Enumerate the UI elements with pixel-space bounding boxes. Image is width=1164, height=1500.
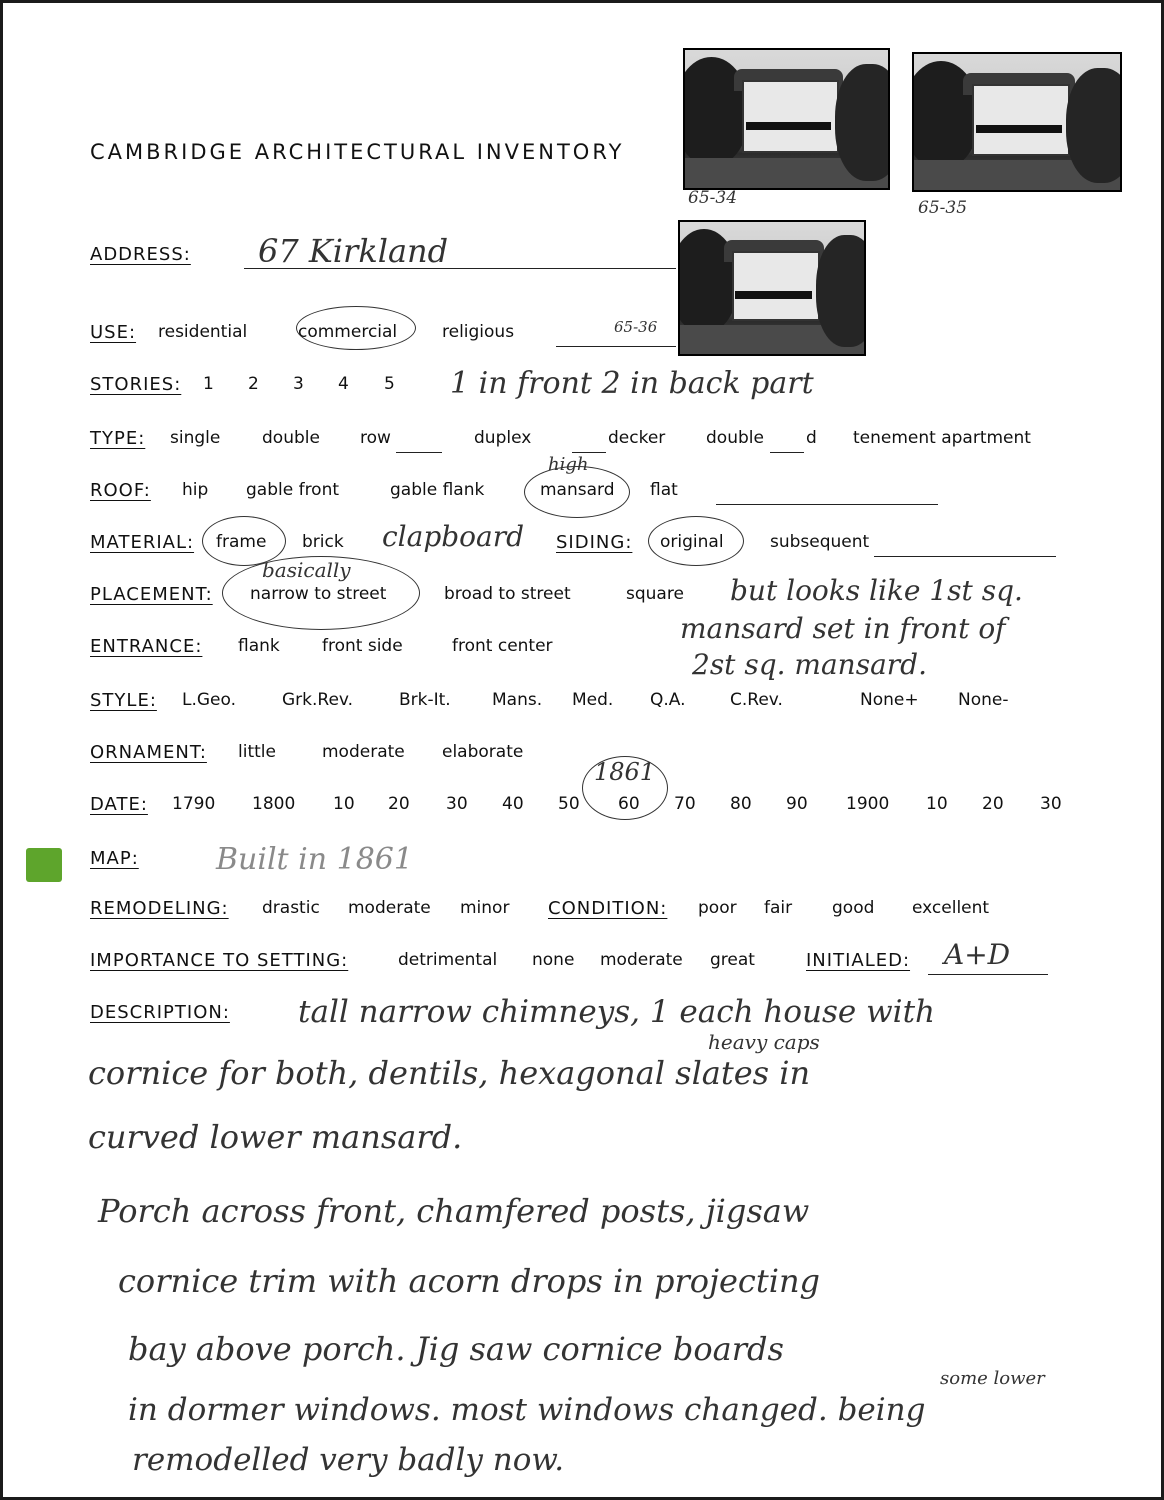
description-label: DESCRIPTION: — [90, 1002, 230, 1023]
description-line-2: cornice for both, dentils, hexagonal slates in — [88, 1054, 811, 1092]
description-line-7: in dormer windows. most windows changed. being — [128, 1392, 926, 1428]
style-grkrev: Grk.Rev. — [282, 690, 354, 710]
description-line-6: bay above porch. Jig saw cornice boards — [128, 1330, 784, 1368]
roof-label: ROOF: — [90, 480, 151, 501]
type-duplex: duplex — [474, 428, 532, 448]
remodeling-drastic: drastic — [262, 898, 320, 918]
style-lgeo: L.Geo. — [182, 690, 237, 710]
photo-caption-2: 65-35 — [918, 198, 968, 218]
material-note: clapboard — [382, 520, 525, 553]
description-insert-1: heavy caps — [708, 1030, 820, 1054]
material-brick: brick — [302, 532, 344, 552]
type-label: TYPE: — [90, 428, 146, 449]
roof-gable-flank: gable flank — [390, 480, 485, 500]
date-1900: 1900 — [846, 794, 890, 814]
condition-good: good — [832, 898, 875, 918]
roof-mansard: mansard — [540, 480, 615, 500]
use-commercial: commercial — [298, 322, 398, 342]
placement-side-1: but looks like 1st sq. — [730, 574, 1023, 607]
date-1800: 1800 — [252, 794, 296, 814]
style-crev: C.Rev. — [730, 690, 783, 710]
date-1930: 30 — [1040, 794, 1062, 814]
condition-poor: poor — [698, 898, 737, 918]
map-note: Built in 1861 — [216, 842, 413, 877]
material-frame: frame — [216, 532, 267, 552]
initialed-value: A+D — [944, 938, 1011, 971]
entrance-front-center: front center — [452, 636, 553, 656]
stories-5: 5 — [384, 374, 395, 394]
siding-subsequent: subsequent — [770, 532, 870, 552]
condition-label: CONDITION: — [548, 898, 668, 919]
date-1790: 1790 — [172, 794, 216, 814]
date-40: 40 — [502, 794, 524, 814]
type-double: double — [262, 428, 320, 448]
roof-flat: flat — [650, 480, 678, 500]
style-med: Med. — [572, 690, 614, 710]
entrance-front-side: front side — [322, 636, 403, 656]
placement-side-2: mansard set in front of — [680, 612, 1006, 645]
date-1920: 20 — [982, 794, 1004, 814]
stories-note: 1 in front 2 in back part — [450, 366, 814, 401]
placement-broad: broad to street — [444, 584, 571, 604]
use-label: USE: — [90, 322, 137, 343]
style-qa: Q.A. — [650, 690, 686, 710]
siding-original: original — [660, 532, 724, 552]
importance-great: great — [710, 950, 755, 970]
date-1910: 10 — [926, 794, 948, 814]
style-brkit: Brk-It. — [399, 690, 451, 710]
description-line-5: cornice trim with acorn drops in projecting — [118, 1262, 821, 1300]
condition-fair: fair — [764, 898, 793, 918]
photo-caption-3: 65-36 — [614, 318, 658, 336]
importance-moderate: moderate — [600, 950, 683, 970]
date-30: 30 — [446, 794, 468, 814]
stories-1: 1 — [203, 374, 214, 394]
date-90: 90 — [786, 794, 808, 814]
type-row: row — [360, 428, 391, 448]
importance-none: none — [532, 950, 575, 970]
map-label: MAP: — [90, 848, 139, 869]
roof-gable-front: gable front — [246, 480, 340, 500]
description-line-8: remodelled very badly now. — [132, 1442, 565, 1478]
house-photo-2 — [912, 52, 1122, 192]
entrance-flank: flank — [238, 636, 280, 656]
material-label: MATERIAL: — [90, 532, 195, 553]
ornament-little: little — [238, 742, 276, 762]
green-map-marker — [26, 848, 62, 882]
importance-detrimental: detrimental — [398, 950, 498, 970]
roof-note: high — [548, 454, 589, 475]
placement-square: square — [626, 584, 684, 604]
form-title: CAMBRIDGE ARCHITECTURAL INVENTORY — [90, 140, 625, 164]
description-insert-2: some lower — [940, 1368, 1045, 1389]
date-80: 80 — [730, 794, 752, 814]
type-d: d — [806, 428, 817, 448]
ornament-elaborate: elaborate — [442, 742, 524, 762]
importance-label: IMPORTANCE TO SETTING: — [90, 950, 349, 971]
style-label: STYLE: — [90, 690, 157, 711]
style-none-minus: None- — [958, 690, 1009, 710]
date-50: 50 — [558, 794, 580, 814]
use-religious: religious — [442, 322, 515, 342]
description-line-3: curved lower mansard. — [88, 1118, 463, 1156]
siding-label: SIDING: — [556, 532, 633, 553]
house-photo-3 — [678, 220, 866, 356]
house-photo-1 — [683, 48, 890, 190]
stories-label: STORIES: — [90, 374, 182, 395]
placement-note: basically — [262, 558, 351, 582]
date-20: 20 — [388, 794, 410, 814]
ornament-label: ORNAMENT: — [90, 742, 207, 763]
date-label: DATE: — [90, 794, 148, 815]
date-note: 1861 — [594, 758, 656, 786]
date-10: 10 — [333, 794, 355, 814]
stories-2: 2 — [248, 374, 259, 394]
remodeling-label: REMODELING: — [90, 898, 229, 919]
type-tenement-apartment: tenement apartment — [853, 428, 1031, 448]
placement-narrow: narrow to street — [250, 584, 387, 604]
description-line-4: Porch across front, chamfered posts, jigsaw — [98, 1192, 810, 1230]
entrance-label: ENTRANCE: — [90, 636, 203, 657]
initialed-label: INITIALED: — [806, 950, 911, 971]
roof-hip: hip — [182, 480, 209, 500]
ornament-moderate: moderate — [322, 742, 405, 762]
placement-label: PLACEMENT: — [90, 584, 213, 605]
style-mans: Mans. — [492, 690, 543, 710]
stories-4: 4 — [338, 374, 349, 394]
remodeling-minor: minor — [460, 898, 510, 918]
condition-excellent: excellent — [912, 898, 990, 918]
description-line-1: tall narrow chimneys, 1 each house with — [298, 994, 935, 1030]
remodeling-moderate: moderate — [348, 898, 431, 918]
type-double-d: double — [706, 428, 764, 448]
photo-caption-1: 65-34 — [688, 188, 738, 208]
placement-side-3: 2st sq. mansard. — [692, 648, 927, 681]
type-single: single — [170, 428, 221, 448]
date-70: 70 — [674, 794, 696, 814]
address-label: ADDRESS: — [90, 244, 191, 265]
date-60: 60 — [618, 794, 640, 814]
type-decker: decker — [608, 428, 666, 448]
stories-3: 3 — [293, 374, 304, 394]
style-none-plus: None+ — [860, 690, 919, 710]
use-residential: residential — [158, 322, 248, 342]
address-value: 67 Kirkland — [258, 232, 449, 270]
